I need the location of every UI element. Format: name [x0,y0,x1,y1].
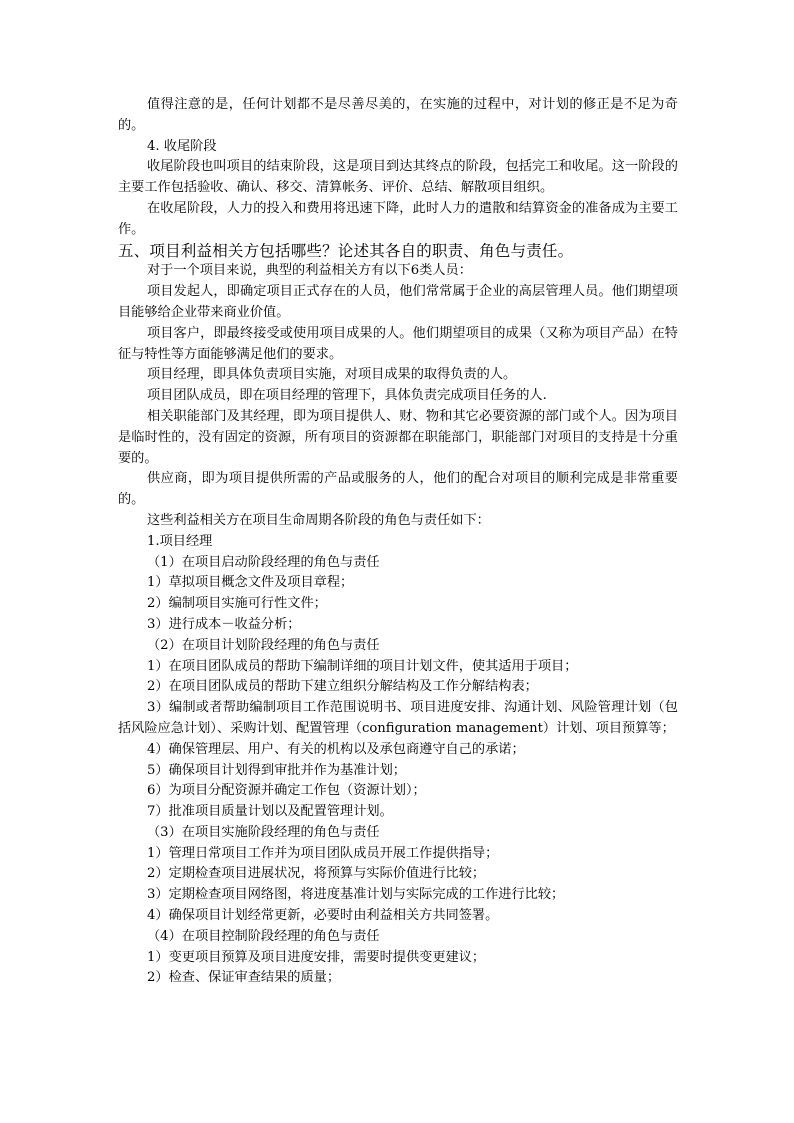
paragraph-project-manager: 项目经理，即具体负责项目实施，对项目成果的取得负责的人。 [147,367,517,383]
paragraph-roles-intro: 这些利益相关方在项目生命周期各阶段的角色与责任如下： [147,512,490,528]
section-closing-phase-title: 4. 收尾阶段 [147,138,217,154]
list-item-multiline: 3）编制或者帮助编制项目工作范围说明书、项目进度安排、沟通计划、风险管理计划（包括风险应急计划）、采购计划、配置管理（configuration management）计划、项目预算等； [118,700,678,736]
list-item: 1）变更项目预算及项目进度安排，需要时提供变更建议； [147,949,486,965]
paragraph-stakeholder-intro: 对于一个项目来说，典型的利益相关方有以下6类人员： [147,263,472,279]
paragraph-team-members: 项目团队成员，即在项目经理的管理下，具体负责完成项目任务的人. [147,388,547,404]
paragraph-project-customer: 项目客户，即最终接受或使用项目成果的人。他们期望项目的成果（又称为项目产品）在特征与特性等方面能够满足他们的要求。 [118,325,678,362]
list-item: 4）确保项目计划经常更新，必要时由利益相关方共同签署。 [147,908,499,924]
paragraph-plan-revision-note: 值得注意的是，任何计划都不是尽善尽美的，在实施的过程中，对计划的修正是不足为奇的。 [118,97,678,133]
list-item: 1）草拟项目概念文件及项目章程； [147,575,354,591]
list-item: 1）在项目团队成员的帮助下编制详细的项目计划文件，使其适用于项目； [147,658,578,674]
paragraph-closing-phase-work: 在收尾阶段，人力的投入和费用将迅速下降，此时人力的遣散和结算资金的准备成为主要工作。 [118,200,678,237]
list-item: 2）编制项目实施可行性文件； [147,596,327,612]
paragraph-functional-departments: 相关职能部门及其经理，即为项目提供人、财、物和其它必要资源的部门或个人。因为项目是临时性的，没有固定的资源，所有项目的资源都在职能部门，职能部门对项目的支持是十分重要的。 [118,408,678,466]
list-item: 3）定期检查项目网络图，将进度基准计划与实际完成的工作进行比较； [147,887,565,903]
paragraph-project-sponsor: 项目发起人，即确定项目正式存在的人员，他们常常属于企业的高层管理人员。他们期望项目能够给企业带来商业价值。 [118,284,678,320]
list-item: 2）在项目团队成员的帮助下建立组织分解结构及工作分解结构表； [147,679,538,695]
paragraph-closing-phase-definition: 收尾阶段也叫项目的结束阶段，这是项目到达其终点的阶段，包括完工和收尾。这一阶段的主要工作包括验收、确认、移交、清算帐务、评价、总结、解散项目组织。 [118,159,678,196]
list-item: 5）确保项目计划得到审批并作为基准计划； [147,762,406,778]
list-item: 2）检查、保证审查结果的质量； [147,970,341,986]
list-item: 7）批准项目质量计划以及配置管理计划。 [147,804,393,820]
list-subtitle-planning: （2）在项目计划阶段经理的角色与责任 [147,637,380,653]
paragraph-suppliers: 供应商，即为项目提供所需的产品或服务的人，他们的配合对项目的顺利完成是非常重要的。 [118,471,678,508]
list-item: 3）进行成本－收益分析； [147,616,301,632]
list-subtitle-initiation: （1）在项目启动阶段经理的角色与责任 [147,554,380,570]
document-page [118,95,678,989]
list-item: 6）为项目分配资源并确定工作包（资源计划）； [147,783,426,799]
list-subtitle-execution: （3）在项目实施阶段经理的角色与责任 [147,824,380,840]
list-subtitle-control: （4）在项目控制阶段经理的角色与责任 [147,928,380,944]
list-title-project-manager: 1.项目经理 [147,533,213,549]
list-item: 1）管理日常项目工作并为项目团队成员开展工作提供指导； [147,845,499,861]
list-item: 2）定期检查项目进展状况，将预算与实际价值进行比较； [147,866,486,882]
list-item: 4）确保管理层、用户、有关的机构以及承包商遵守自己的承诺； [147,741,525,757]
heading-question-five: 五、项目利益相关方包括哪些？论述其各自的职责、角色与责任。 [118,241,574,260]
